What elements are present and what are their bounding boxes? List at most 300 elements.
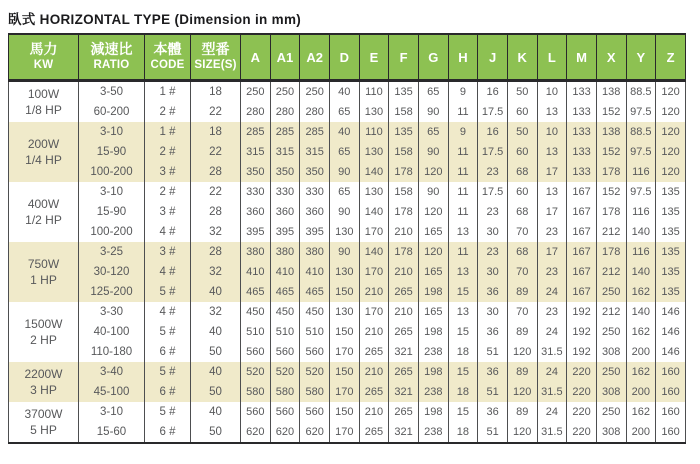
power-cell <box>9 242 79 302</box>
dim-cell: 510 <box>300 322 330 342</box>
dim-cell: 160 <box>656 422 686 443</box>
size-cell: 18 <box>191 122 241 142</box>
dim-cell: 17.5 <box>478 142 508 162</box>
dim-cell: 285 <box>270 122 300 142</box>
dim-cell: 70 <box>507 302 537 322</box>
dim-cell: 13 <box>537 142 567 162</box>
dim-cell: 130 <box>359 182 389 202</box>
dim-cell: 18 <box>448 422 478 443</box>
col-header-en: KW <box>33 58 54 71</box>
dim-cell: 110 <box>359 122 389 142</box>
dim-cell: 97.5 <box>626 182 656 202</box>
dim-cell: 60 <box>507 142 537 162</box>
dim-cell: 200 <box>626 342 656 362</box>
dim-cell: 450 <box>300 302 330 322</box>
power-cell <box>9 302 79 362</box>
size-cell: 50 <box>191 342 241 362</box>
dim-cell: 13 <box>537 102 567 122</box>
dim-cell: 580 <box>300 382 330 402</box>
col-header-code <box>145 34 191 81</box>
dim-cell: 210 <box>389 262 419 282</box>
dim-cell: 65 <box>418 122 448 142</box>
dim-cell: 50 <box>507 122 537 142</box>
dim-cell: 220 <box>567 422 597 443</box>
dim-cell: 350 <box>241 162 271 182</box>
table-row <box>9 222 686 242</box>
dim-cell: 360 <box>300 202 330 222</box>
dim-cell: 120 <box>507 342 537 362</box>
dim-cell: 150 <box>329 322 359 342</box>
dim-cell: 11 <box>448 182 478 202</box>
size-cell: 22 <box>191 102 241 122</box>
dim-cell: 140 <box>626 302 656 322</box>
dim-cell: 89 <box>507 282 537 302</box>
dim-cell: 13 <box>448 222 478 242</box>
ratio-cell: 40-100 <box>79 322 145 342</box>
col-header-f: F <box>389 34 419 81</box>
dim-cell: 170 <box>329 422 359 443</box>
code-cell: 2 # <box>145 142 191 162</box>
dim-cell: 198 <box>418 402 448 422</box>
dim-cell: 138 <box>596 122 626 142</box>
dim-cell: 9 <box>448 122 478 142</box>
code-cell: 6 # <box>145 422 191 443</box>
table-row <box>9 102 686 122</box>
dim-cell: 31.5 <box>537 422 567 443</box>
table-row <box>9 342 686 362</box>
size-cell: 22 <box>191 182 241 202</box>
dim-cell: 140 <box>359 202 389 222</box>
dim-cell: 250 <box>596 362 626 382</box>
dim-cell: 560 <box>270 402 300 422</box>
page-title: 臥式 HORIZONTAL TYPE (Dimension in mm) <box>8 12 302 27</box>
power-hp: 5 HP <box>30 423 57 437</box>
table-row <box>9 282 686 302</box>
dim-cell: 620 <box>241 422 271 443</box>
dim-cell: 162 <box>626 362 656 382</box>
ratio-cell: 3-10 <box>79 182 145 202</box>
dim-cell: 30 <box>478 222 508 242</box>
dim-cell: 170 <box>329 342 359 362</box>
dim-cell: 31.5 <box>537 342 567 362</box>
dim-cell: 36 <box>478 402 508 422</box>
dim-cell: 36 <box>478 322 508 342</box>
dim-cell: 15 <box>448 402 478 422</box>
dim-cell: 133 <box>567 162 597 182</box>
dim-cell: 40 <box>329 81 359 103</box>
dim-cell: 135 <box>656 282 686 302</box>
dim-cell: 97.5 <box>626 142 656 162</box>
power-hp: 2 HP <box>30 333 57 347</box>
size-cell: 40 <box>191 282 241 302</box>
dim-cell: 265 <box>359 382 389 402</box>
dim-cell: 23 <box>478 202 508 222</box>
dim-cell: 11 <box>448 162 478 182</box>
table-row <box>9 122 686 142</box>
dim-cell: 120 <box>656 102 686 122</box>
dim-cell: 11 <box>448 242 478 262</box>
size-cell: 50 <box>191 382 241 402</box>
dim-cell: 167 <box>567 282 597 302</box>
power-cell <box>9 362 79 402</box>
dim-cell: 395 <box>300 222 330 242</box>
dim-cell: 620 <box>300 422 330 443</box>
dim-cell: 24 <box>537 322 567 342</box>
dim-cell: 16 <box>478 81 508 103</box>
table-row <box>9 402 686 422</box>
dim-cell: 17 <box>537 162 567 182</box>
dim-cell: 210 <box>389 302 419 322</box>
col-header-a1: A1 <box>270 34 300 81</box>
ratio-cell: 45-100 <box>79 382 145 402</box>
col-header-h: H <box>448 34 478 81</box>
dim-cell: 51 <box>478 422 508 443</box>
ratio-cell: 3-10 <box>79 122 145 142</box>
power-watts: 400W <box>27 196 60 211</box>
dim-cell: 138 <box>596 81 626 103</box>
dim-cell: 120 <box>418 242 448 262</box>
dim-cell: 321 <box>389 382 419 402</box>
dim-cell: 133 <box>567 122 597 142</box>
ratio-cell: 100-200 <box>79 162 145 182</box>
code-cell: 3 # <box>145 202 191 222</box>
dim-cell: 120 <box>656 162 686 182</box>
ratio-cell: 3-30 <box>79 302 145 322</box>
dim-cell: 13 <box>448 262 478 282</box>
table-row <box>9 182 686 202</box>
col-header-kw <box>9 34 79 81</box>
dim-cell: 11 <box>448 102 478 122</box>
dim-cell: 330 <box>241 182 271 202</box>
dim-cell: 250 <box>270 81 300 103</box>
dim-cell: 90 <box>329 162 359 182</box>
dim-cell: 165 <box>418 302 448 322</box>
dim-cell: 170 <box>359 302 389 322</box>
dim-cell: 198 <box>418 282 448 302</box>
power-watts: 200W <box>27 136 60 151</box>
dim-cell: 140 <box>626 262 656 282</box>
dim-cell: 18 <box>448 382 478 402</box>
ratio-cell: 15-90 <box>79 142 145 162</box>
dim-cell: 120 <box>507 382 537 402</box>
code-cell: 5 # <box>145 362 191 382</box>
dim-cell: 150 <box>329 402 359 422</box>
power-hp: 1/2 HP <box>25 213 62 227</box>
dim-cell: 380 <box>241 242 271 262</box>
dim-cell: 135 <box>656 262 686 282</box>
dim-cell: 65 <box>329 102 359 122</box>
dim-cell: 152 <box>596 182 626 202</box>
dim-cell: 90 <box>329 242 359 262</box>
dim-cell: 90 <box>329 202 359 222</box>
table-row <box>9 202 686 222</box>
power-cell <box>9 122 79 182</box>
ratio-cell: 60-200 <box>79 102 145 122</box>
size-cell: 28 <box>191 242 241 262</box>
dim-cell: 165 <box>418 222 448 242</box>
dim-cell: 23 <box>478 162 508 182</box>
dim-cell: 580 <box>270 382 300 402</box>
ratio-cell: 100-200 <box>79 222 145 242</box>
dim-cell: 135 <box>389 122 419 142</box>
col-header-g: G <box>418 34 448 81</box>
dim-cell: 192 <box>567 302 597 322</box>
dim-cell: 265 <box>359 422 389 443</box>
dim-cell: 510 <box>241 322 271 342</box>
dim-cell: 15 <box>448 282 478 302</box>
dim-cell: 167 <box>567 242 597 262</box>
dim-cell: 212 <box>596 302 626 322</box>
dim-cell: 133 <box>567 102 597 122</box>
dim-cell: 158 <box>389 102 419 122</box>
code-cell: 5 # <box>145 322 191 342</box>
dim-cell: 178 <box>389 242 419 262</box>
dim-cell: 321 <box>389 342 419 362</box>
power-watts: 750W <box>27 256 60 271</box>
dim-cell: 36 <box>478 282 508 302</box>
dim-cell: 410 <box>300 262 330 282</box>
dim-cell: 68 <box>507 202 537 222</box>
dim-cell: 120 <box>656 122 686 142</box>
ratio-cell: 125-200 <box>79 282 145 302</box>
code-cell: 4 # <box>145 262 191 282</box>
dim-cell: 40 <box>329 122 359 142</box>
dim-cell: 160 <box>656 382 686 402</box>
dim-cell: 167 <box>567 182 597 202</box>
size-cell: 40 <box>191 402 241 422</box>
size-cell: 28 <box>191 162 241 182</box>
dim-cell: 135 <box>656 222 686 242</box>
dim-cell: 280 <box>241 102 271 122</box>
dim-cell: 520 <box>241 362 271 382</box>
dim-cell: 11 <box>448 142 478 162</box>
dim-cell: 167 <box>567 222 597 242</box>
dim-cell: 162 <box>626 402 656 422</box>
dim-cell: 130 <box>329 222 359 242</box>
dim-cell: 580 <box>241 382 271 402</box>
dim-cell: 212 <box>596 262 626 282</box>
dim-cell: 178 <box>389 202 419 222</box>
dim-cell: 380 <box>270 242 300 262</box>
col-header-zh: 馬力 <box>29 41 58 58</box>
dim-cell: 200 <box>626 422 656 443</box>
dimensions-table <box>8 33 686 444</box>
col-header-z: Z <box>656 34 686 81</box>
dim-cell: 51 <box>478 382 508 402</box>
dim-cell: 89 <box>507 322 537 342</box>
dim-cell: 410 <box>241 262 271 282</box>
dim-cell: 520 <box>270 362 300 382</box>
dim-cell: 308 <box>596 342 626 362</box>
col-header-e: E <box>359 34 389 81</box>
dim-cell: 178 <box>389 162 419 182</box>
col-header-l: L <box>537 34 567 81</box>
col-header-zh: 型番 <box>201 41 230 58</box>
dim-cell: 146 <box>656 342 686 362</box>
col-header-x: X <box>596 34 626 81</box>
dim-cell: 70 <box>507 222 537 242</box>
dim-cell: 90 <box>418 182 448 202</box>
table-row <box>9 262 686 282</box>
dim-cell: 23 <box>478 242 508 262</box>
dim-cell: 238 <box>418 422 448 443</box>
dim-cell: 560 <box>300 342 330 362</box>
dim-cell: 450 <box>270 302 300 322</box>
dim-cell: 24 <box>537 282 567 302</box>
dim-cell: 250 <box>300 81 330 103</box>
dim-cell: 210 <box>359 282 389 302</box>
power-watts: 2200W <box>24 366 63 381</box>
size-cell: 22 <box>191 142 241 162</box>
ratio-cell: 3-40 <box>79 362 145 382</box>
table-header <box>9 34 686 81</box>
dim-cell: 89 <box>507 402 537 422</box>
size-cell: 32 <box>191 302 241 322</box>
dim-cell: 560 <box>241 342 271 362</box>
power-watts: 100W <box>27 86 60 101</box>
dim-cell: 465 <box>300 282 330 302</box>
dim-cell: 350 <box>300 162 330 182</box>
dim-cell: 238 <box>418 342 448 362</box>
dim-cell: 88.5 <box>626 122 656 142</box>
dim-cell: 23 <box>537 262 567 282</box>
dim-cell: 18 <box>448 342 478 362</box>
code-cell: 4 # <box>145 222 191 242</box>
power-hp: 1 HP <box>30 273 57 287</box>
code-cell: 6 # <box>145 342 191 362</box>
dim-cell: 17 <box>537 242 567 262</box>
dim-cell: 410 <box>270 262 300 282</box>
dim-cell: 450 <box>241 302 271 322</box>
dim-cell: 162 <box>626 282 656 302</box>
dim-cell: 17.5 <box>478 182 508 202</box>
dim-cell: 65 <box>329 142 359 162</box>
col-header-a2: A2 <box>300 34 330 81</box>
dim-cell: 110 <box>359 81 389 103</box>
col-header-zh: 減速比 <box>90 41 133 58</box>
dim-cell: 167 <box>567 262 597 282</box>
dim-cell: 65 <box>418 81 448 103</box>
power-hp: 1/8 HP <box>25 103 62 117</box>
dim-cell: 192 <box>567 342 597 362</box>
table-row <box>9 322 686 342</box>
dim-cell: 120 <box>418 162 448 182</box>
dim-cell: 120 <box>656 81 686 103</box>
size-cell: 32 <box>191 262 241 282</box>
dim-cell: 308 <box>596 422 626 443</box>
dim-cell: 170 <box>359 222 389 242</box>
dim-cell: 50 <box>507 81 537 103</box>
table-row <box>9 362 686 382</box>
col-header-d: D <box>329 34 359 81</box>
dim-cell: 24 <box>537 362 567 382</box>
code-cell: 2 # <box>145 182 191 202</box>
col-header-k: K <box>507 34 537 81</box>
ratio-cell: 15-60 <box>79 422 145 443</box>
table-row <box>9 382 686 402</box>
dim-cell: 24 <box>537 402 567 422</box>
power-cell <box>9 182 79 242</box>
dim-cell: 198 <box>418 362 448 382</box>
dim-cell: 36 <box>478 362 508 382</box>
dim-cell: 30 <box>478 302 508 322</box>
code-cell: 6 # <box>145 382 191 402</box>
power-watts: 3700W <box>24 406 63 421</box>
dim-cell: 265 <box>389 402 419 422</box>
col-header-en: SIZE(S) <box>194 58 237 71</box>
dim-cell: 250 <box>241 81 271 103</box>
ratio-cell: 3-10 <box>79 402 145 422</box>
dim-cell: 160 <box>656 362 686 382</box>
table-row <box>9 242 686 262</box>
code-cell: 3 # <box>145 242 191 262</box>
dim-cell: 89 <box>507 362 537 382</box>
dim-cell: 10 <box>537 81 567 103</box>
power-watts: 1500W <box>24 316 63 331</box>
dim-cell: 133 <box>567 142 597 162</box>
col-header-en: CODE <box>150 58 185 71</box>
dim-cell: 70 <box>507 262 537 282</box>
dim-cell: 265 <box>389 282 419 302</box>
dim-cell: 60 <box>507 102 537 122</box>
dim-cell: 210 <box>359 322 389 342</box>
dim-cell: 200 <box>626 382 656 402</box>
dim-cell: 178 <box>596 242 626 262</box>
table-row <box>9 142 686 162</box>
dim-cell: 178 <box>596 162 626 182</box>
code-cell: 1 # <box>145 81 191 103</box>
dim-cell: 60 <box>507 182 537 202</box>
dim-cell: 146 <box>656 322 686 342</box>
dim-cell: 90 <box>418 142 448 162</box>
dim-cell: 315 <box>300 142 330 162</box>
dim-cell: 510 <box>270 322 300 342</box>
dim-cell: 330 <box>300 182 330 202</box>
dim-cell: 140 <box>626 222 656 242</box>
power-cell <box>9 402 79 443</box>
dim-cell: 23 <box>537 222 567 242</box>
dim-cell: 15 <box>448 322 478 342</box>
dim-cell: 158 <box>389 182 419 202</box>
dim-cell: 250 <box>596 282 626 302</box>
dim-cell: 15 <box>448 362 478 382</box>
ratio-cell: 110-180 <box>79 342 145 362</box>
code-cell: 5 # <box>145 282 191 302</box>
dim-cell: 130 <box>329 302 359 322</box>
dim-cell: 465 <box>241 282 271 302</box>
dim-cell: 315 <box>241 142 271 162</box>
dim-cell: 152 <box>596 102 626 122</box>
table-row <box>9 422 686 443</box>
col-header-sizes <box>191 34 241 81</box>
dim-cell: 308 <box>596 382 626 402</box>
table-row <box>9 81 686 103</box>
dim-cell: 150 <box>329 362 359 382</box>
power-hp: 3 HP <box>30 383 57 397</box>
dim-cell: 17 <box>537 202 567 222</box>
dim-cell: 220 <box>567 382 597 402</box>
dim-cell: 90 <box>418 102 448 122</box>
dim-cell: 120 <box>418 202 448 222</box>
dim-cell: 116 <box>626 202 656 222</box>
dim-cell: 97.5 <box>626 102 656 122</box>
col-header-j: J <box>478 34 508 81</box>
code-cell: 3 # <box>145 162 191 182</box>
size-cell: 32 <box>191 222 241 242</box>
dim-cell: 210 <box>389 222 419 242</box>
dim-cell: 265 <box>359 342 389 362</box>
dim-cell: 150 <box>329 282 359 302</box>
